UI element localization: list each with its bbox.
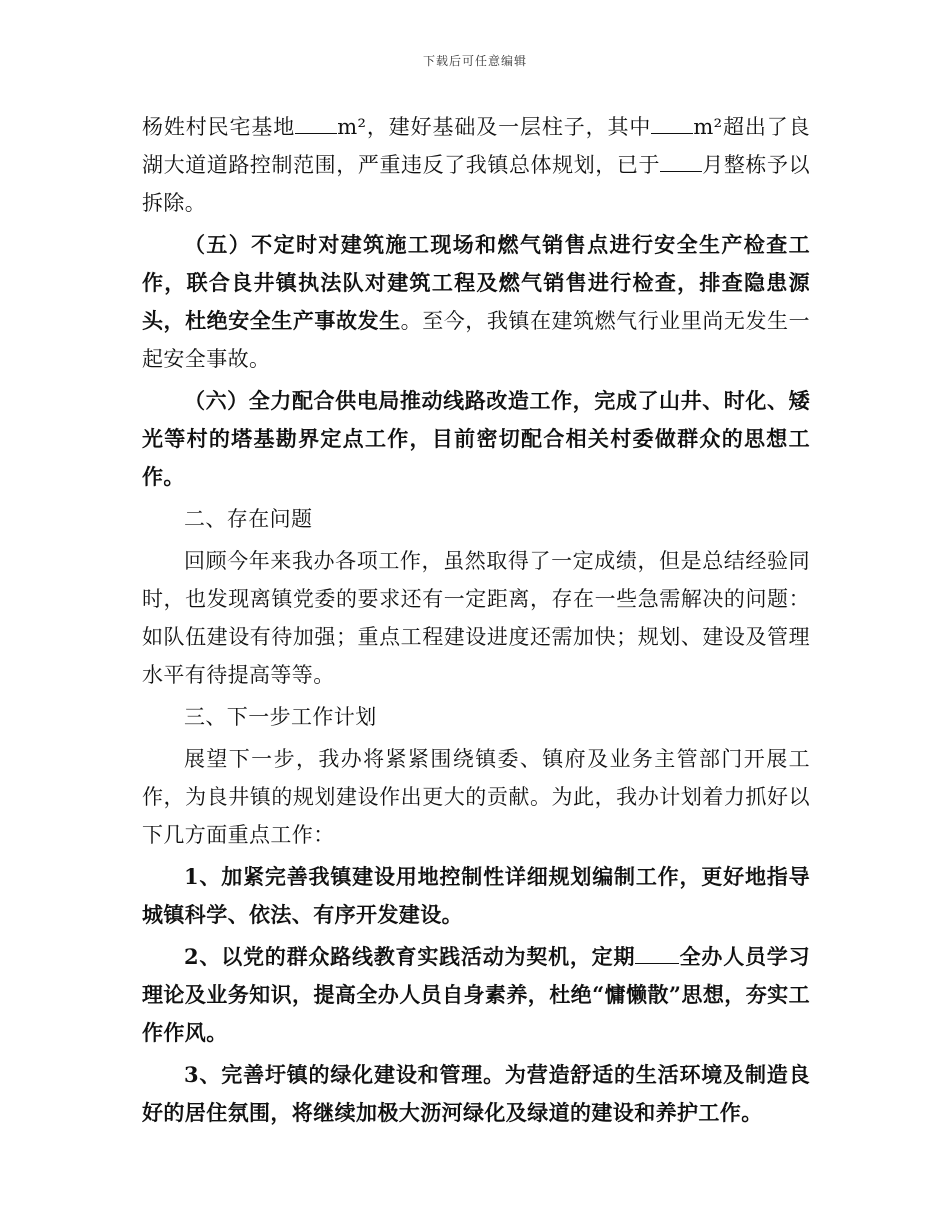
- fill-blank: [635, 943, 679, 964]
- text-segment: m²，建好基础及一层柱子，其中: [337, 115, 652, 139]
- paragraph-safety-inspection: [142, 226, 810, 378]
- text-segment: 全办人员学习理论及业务知识，提高全办人员自身素养，杜绝“慵懒散”思想，夯实工作作风。: [142, 944, 811, 1045]
- text-segment: 2、以党的群众路线教育实践活动为契机，定期: [184, 944, 636, 969]
- page-header: 下载后可任意编辑: [422, 54, 527, 68]
- document-body: [142, 108, 810, 1136]
- section-heading-plan: 三、下一步工作计划: [184, 705, 377, 729]
- text-segment: 。至今，我镇在建筑燃气行业里尚无发生一起安全事故。: [142, 309, 810, 371]
- paragraph-review: 回顾今年来我办各项工作，虽然取得了一定成绩，但是总结经验同时，也发现离镇党委的要求还有一定距离，存在一些急需解决的问题：如队伍建设有待加强；重点工程建设进度还需加快；规划、建设及管理水平有待提高等等。: [142, 549, 810, 687]
- fill-blank: [660, 151, 702, 172]
- fill-blank: [295, 113, 337, 134]
- fill-blank: [651, 113, 693, 134]
- text-segment: 杨姓村民宅基地: [142, 115, 296, 139]
- list-item-1: 1、加紧完善我镇建设用地控制性详细规划编制工作，更好地指导城镇科学、依法、有序开发建设。: [142, 864, 810, 927]
- list-item-3: 3、完善圩镇的绿化建设和管理。为营造舒适的生活环境及制造良好的居住氛围，将继续加极大沥河绿化及绿道的建设和养护工作。: [142, 1062, 810, 1125]
- section-heading-problems: 二、存在问题: [184, 507, 313, 531]
- paragraph-power-grid: （六）全力配合供电局推动线路改造工作，完成了山井、时化、矮光等村的塔基勘界定点工作，目前密切配合相关村委做群众的思想工作。: [142, 388, 810, 489]
- text-segment: m²超出了良湖大道道路控制范围，严重违反了我镇总体规划，已于: [142, 115, 810, 177]
- bold-text: （五）不定时对建筑施工现场和燃气销售点进行安全生产检查工作，联合良井镇执法队对建筑工程及燃气销售进行检查，排查隐患源头，杜绝安全生产事故发生: [142, 232, 810, 333]
- paragraph-outlook: 展望下一步，我办将紧紧围绕镇委、镇府及业务主管部门开展工作，为良井镇的规划建设作出更大的贡献。为此，我办计划着力抓好以下几方面重点工作：: [142, 747, 810, 847]
- list-item-2: [142, 938, 810, 1052]
- text-segment: 月整栋予以拆除。: [142, 153, 810, 215]
- paragraph-demolition: [142, 108, 810, 222]
